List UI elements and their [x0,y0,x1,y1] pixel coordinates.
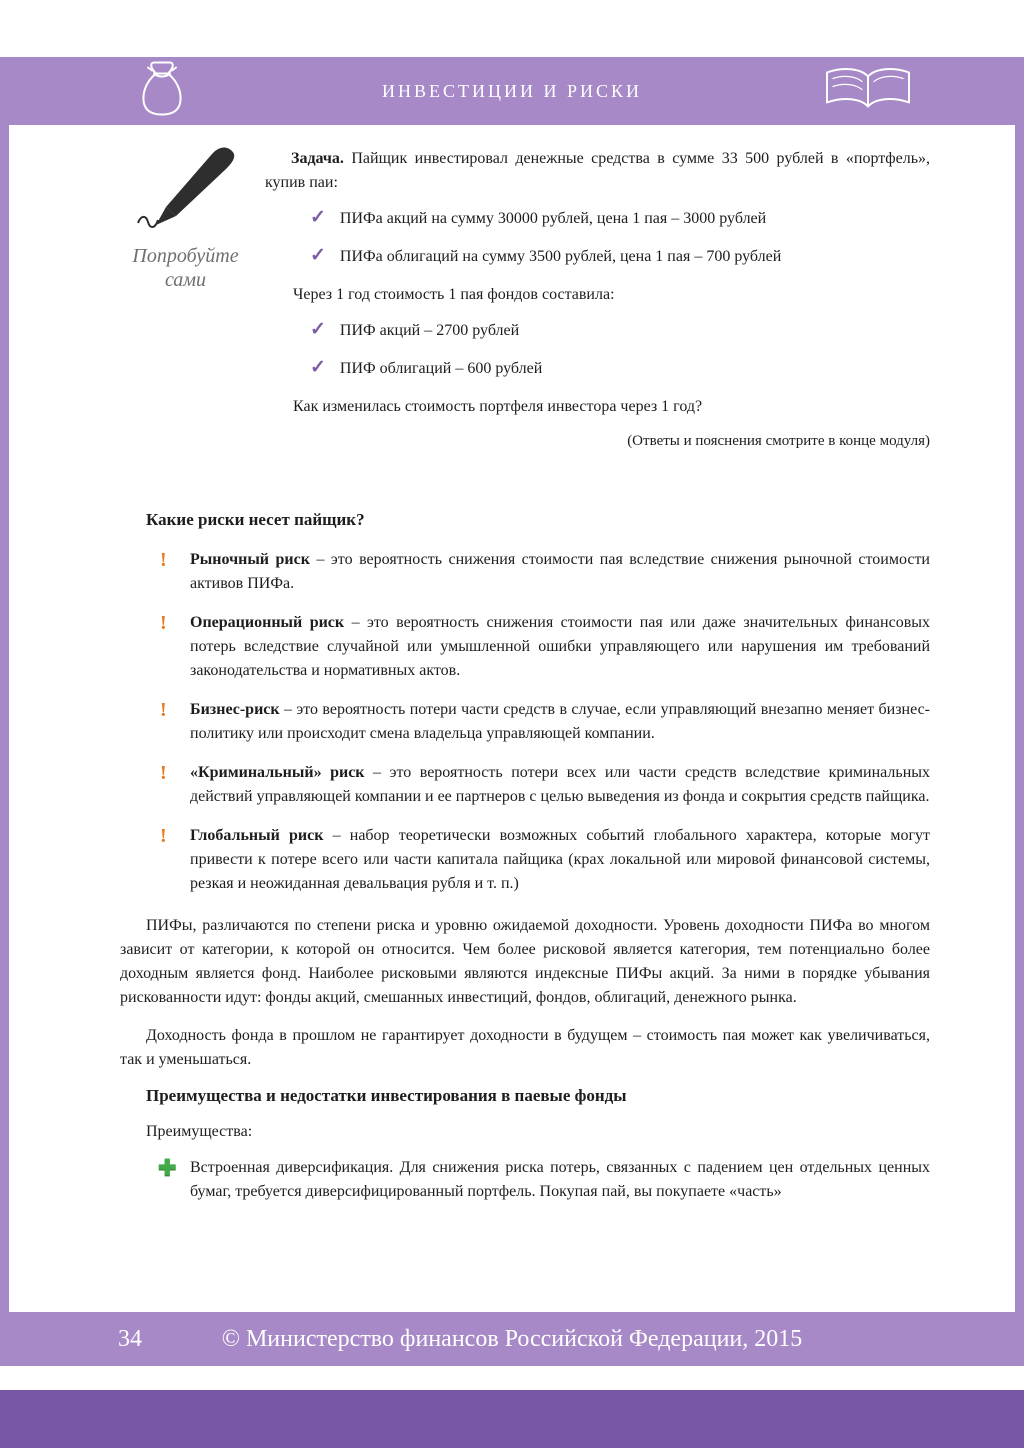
task-intro [265,147,930,195]
page-content [0,125,1024,1204]
risks-section [120,510,930,896]
list-item [310,319,930,343]
open-book-icon [822,66,914,117]
risk-description: – это вероятность потери всех или части средств вследствие криминальных действий управляющей компании и ее партнеров с целью выведения из фонда и сокрытия средств пайщика. [190,764,931,805]
try-yourself-line1: Попробуйте [132,245,239,267]
paragraph: Доходность фонда в прошлом не гарантирует доходности в будущем – стоимость пая может как увеличиваться, так и уменьшаться. [120,1027,930,1068]
copyright-text: © Министерство финансов Российской Федерации, 2015 [221,1325,803,1352]
check-icon: ✓ [310,207,326,228]
answers-note: (Ответы и пояснения смотрите в конце модуля) [627,433,930,449]
task-intro-text: Пайщик инвестировал денежные средства в сумме 33 500 рублей в «портфель», купив паи: [265,150,930,191]
list-item [310,207,930,231]
risk-item [120,761,930,809]
task-section [265,147,930,450]
exclamation-icon: ! [160,762,167,784]
risk-item [120,611,930,683]
risk-text [190,761,930,809]
risk-item [120,548,930,596]
risk-term: Бизнес-риск [190,701,280,718]
task-question: Как изменилась стоимость портфеля инвестора через 1 год? [293,398,703,415]
risk-item [120,824,930,896]
task-label: Задача. [291,150,344,167]
exclamation-icon: ! [160,612,167,634]
body-paragraphs [120,914,930,1072]
task-buy-list [310,207,930,269]
check-icon: ✓ [310,245,326,266]
page-bottom-band [0,1390,1024,1448]
advantage-item [120,1156,930,1204]
exclamation-icon: ! [160,549,167,571]
check-icon: ✓ [310,357,326,378]
risk-text [190,548,930,596]
advantage-text: Встроенная диверсификация. Для снижения риска потерь, связанных с падением цен отдельных ценных бумаг, требуется диверсифицированный портфель. Покупая пай, вы покупаете «часть» [190,1159,930,1200]
try-yourself-margin [108,145,263,292]
page-header [0,57,1024,125]
risk-term: Рыночный риск [190,551,310,568]
exclamation-icon: ! [160,699,167,721]
risks-heading: Какие риски несет пайщик? [146,510,365,529]
list-item-text: ПИФ акций – 2700 рублей [339,322,520,339]
risk-text [190,698,930,746]
risk-description: – набор теоретически возможных событий глобального характера, которые могут привести к потере всего или части капитала пайщика (крах локальной или мировой финансовой системы, резкая и неожиданная девальвация рубля и т. п.) [190,827,931,892]
check-icon: ✓ [310,319,326,340]
task-result-list [310,319,930,381]
page-number: 34 [118,1325,142,1352]
money-bag-icon [140,61,184,122]
try-yourself-label [108,244,263,292]
risk-text [190,611,930,683]
page-title: ИНВЕСТИЦИИ И РИСКИ [381,80,642,101]
advantages-subheading: Преимущества: [146,1123,253,1140]
exclamation-icon: ! [160,825,167,847]
page-footer [0,1312,1024,1366]
list-item [310,245,930,269]
task-after-year: Через 1 год стоимость 1 пая фондов составила: [293,286,615,303]
advantages-section [120,1086,930,1204]
risk-description: – это вероятность снижения стоимости пая вследствие снижения рыночной стоимости активов ПИФа. [190,551,930,592]
risk-term: Операционный риск [190,614,345,631]
try-yourself-line2: сами [164,269,207,291]
risk-description: – это вероятность снижения стоимости пая или даже значительных финансовых потерь вследствие случайной или умышленной ошибки управляющего или нарушения им требований законодательства и нормативных актов. [190,614,931,679]
paragraph: ПИФы, различаются по степени риска и уровню ожидаемой доходности. Уровень доходности ПИФа во многом зависит от категории, к которой он относится. Чем более рисковой является категория, тем потенциально более доходным является фонд. Наиболее рисковыми являются индексные ПИФы акций. За ними в порядке убывания рискованности идут: фонды акций, смешанных инвестиций, фондов, облигаций, денежного рынка. [120,917,930,1006]
list-item-text: ПИФа акций на сумму 30000 рублей, цена 1 пая – 3000 рублей [339,210,767,227]
plus-icon: ✚ [158,1155,177,1180]
list-item [310,357,930,381]
risk-item [120,698,930,746]
risk-term: «Криминальный» риск [190,764,365,781]
risk-description: – это вероятность потери части средств в случае, если управляющий внезапно меняет бизнес-политику или происходит смена владельца управляющей компании. [190,701,930,742]
pen-icon [126,224,246,241]
list-item-text: ПИФа облигаций на сумму 3500 рублей, цена 1 пая – 700 рублей [339,248,782,265]
advantages-heading: Преимущества и недостатки инвестирования в паевые фонды [146,1086,627,1105]
risk-term: Глобальный риск [190,827,324,844]
risk-text [190,824,930,896]
list-item-text: ПИФ облигаций – 600 рублей [339,360,543,377]
